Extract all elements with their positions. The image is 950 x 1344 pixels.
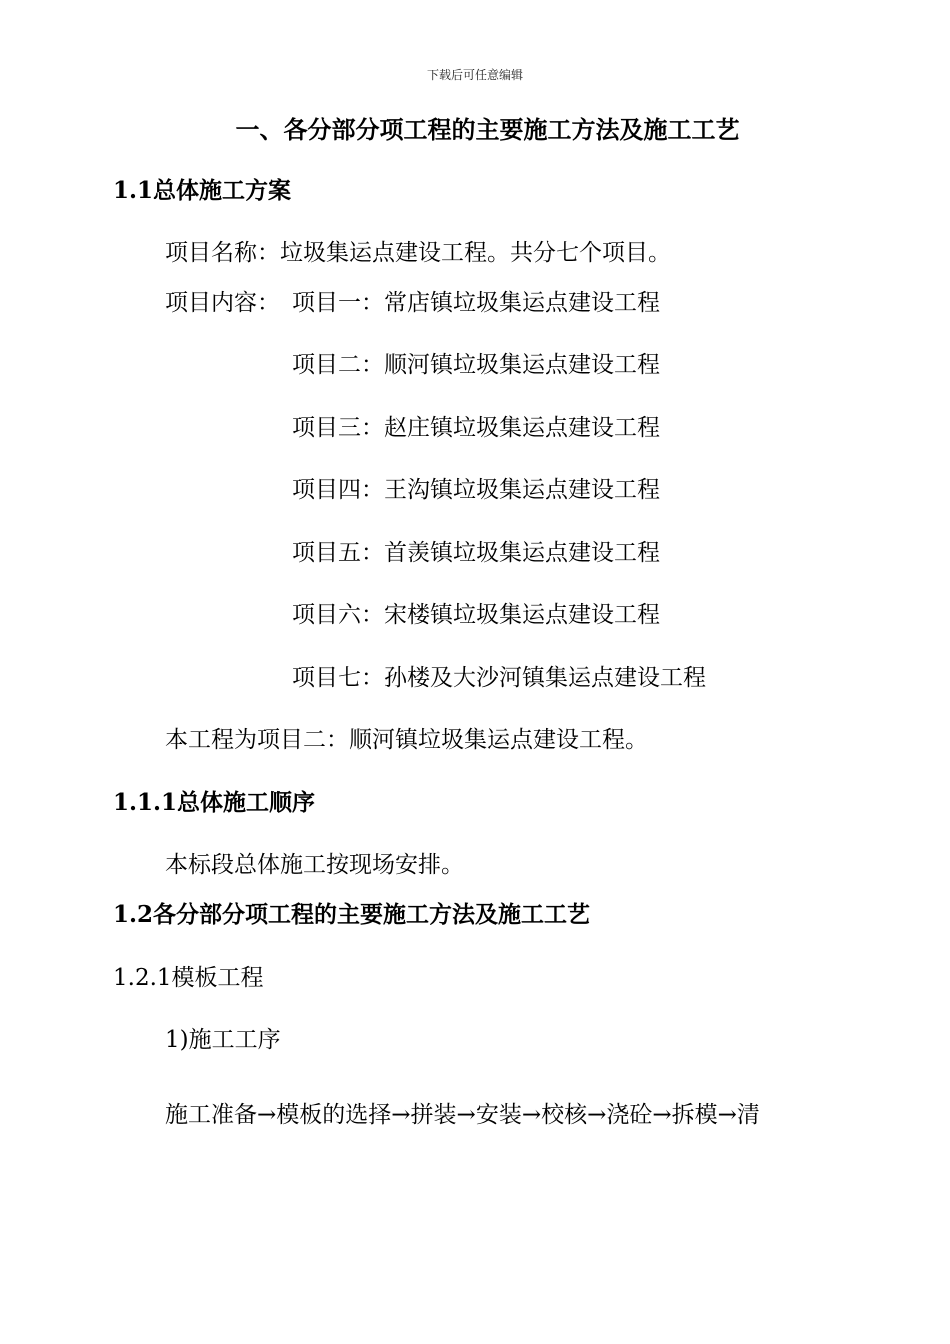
construction-sequence-text: 本标段总体施工按现场安排。 <box>165 852 464 878</box>
section-heading-1-2-1: 1.2.1模板工程 <box>113 965 264 991</box>
project-item: 项目五：首羡镇垃圾集运点建设工程 <box>292 540 660 566</box>
project-item: 项目四：王沟镇垃圾集运点建设工程 <box>292 477 660 503</box>
section-heading-1-2: 1.2各分部分项工程的主要施工方法及施工工艺 <box>113 901 591 928</box>
section-heading-1-1-1: 1.1.1总体施工顺序 <box>113 789 316 816</box>
document-title: 一、各分部分项工程的主要施工方法及施工工艺 <box>235 115 740 144</box>
this-project-line: 本工程为项目二：顺河镇垃圾集运点建设工程。 <box>165 727 648 753</box>
project-item: 项目三：赵庄镇垃圾集运点建设工程 <box>292 415 660 441</box>
project-item: 项目七：孙楼及大沙河镇集运点建设工程 <box>292 665 706 691</box>
project-item: 项目一：常店镇垃圾集运点建设工程 <box>292 290 660 316</box>
project-item: 项目二：顺河镇垃圾集运点建设工程 <box>292 352 660 378</box>
project-item: 项目六：宋楼镇垃圾集运点建设工程 <box>292 602 660 628</box>
process-sequence-line: 施工准备→模板的选择→拼装→安装→校核→浇砼→拆模→清 <box>165 1102 760 1128</box>
project-content-label: 项目内容： <box>165 290 280 316</box>
sub-heading-process: 1)施工工序 <box>165 1027 281 1053</box>
project-name-line: 项目名称：垃圾集运点建设工程。共分七个项目。 <box>165 240 671 266</box>
section-heading-1-1: 1.1总体施工方案 <box>113 177 292 204</box>
page-header-note: 下载后可任意编辑 <box>426 68 523 82</box>
